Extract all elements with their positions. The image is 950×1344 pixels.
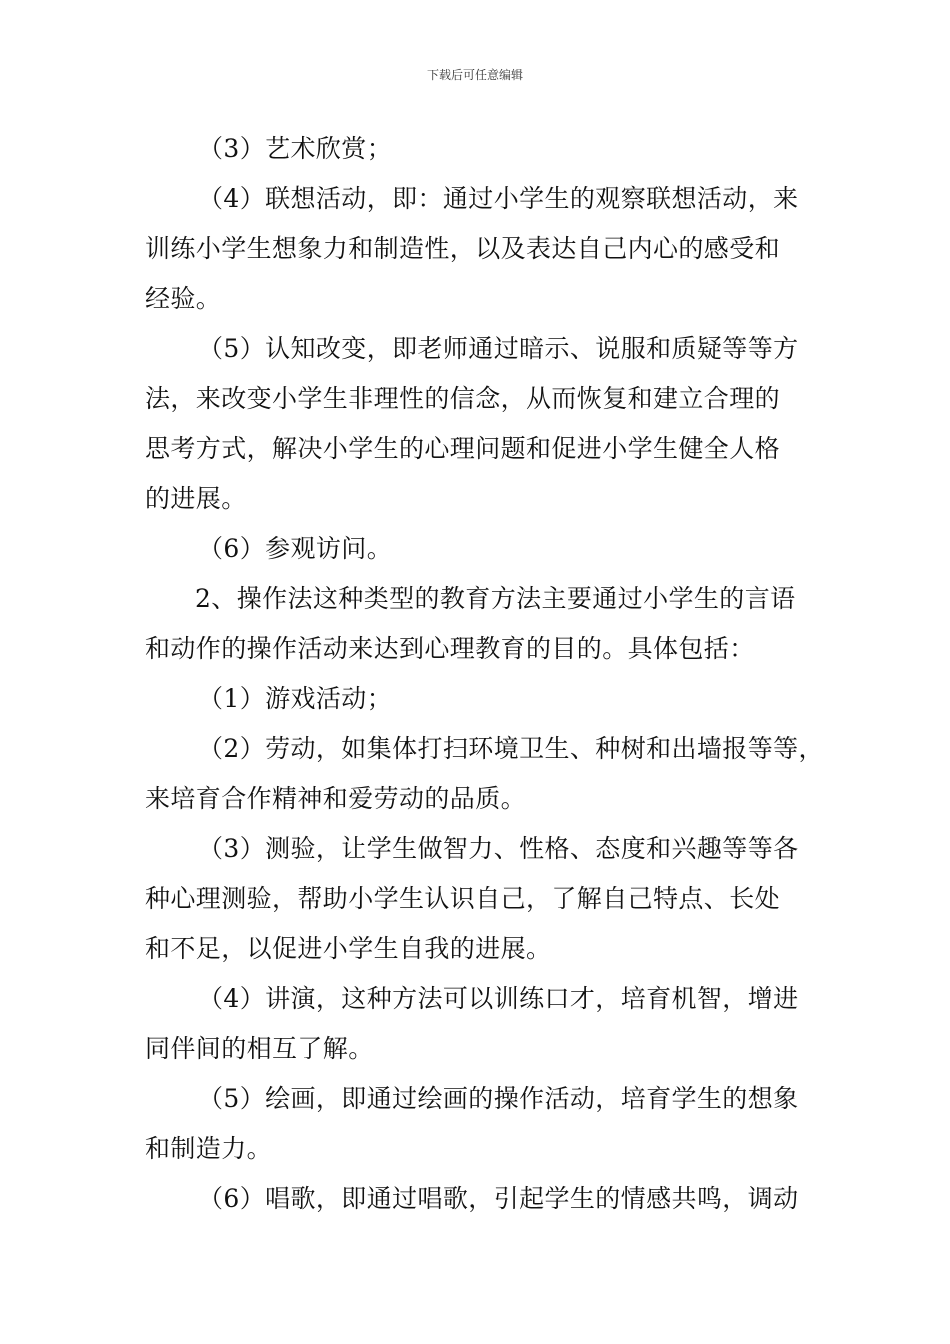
paragraph-line: 训练小学生想象力和制造性，以及表达自己内心的感受和	[145, 234, 781, 263]
paragraph-line: 和动作的操作活动来达到心理教育的目的。具体包括：	[145, 634, 755, 663]
paragraph-line: （5）认知改变，即老师通过暗示、说服和质疑等等方	[198, 334, 799, 363]
paragraph-line: 和制造力。	[145, 1134, 273, 1163]
paragraph-line: （1）游戏活动；	[198, 684, 393, 713]
paragraph-line: 法，来改变小学生非理性的信念，从而恢复和建立合理的	[145, 384, 781, 413]
paragraph-line: 的进展。	[145, 484, 247, 513]
paragraph-line: 经验。	[145, 284, 222, 313]
paragraph-line: 和不足，以促进小学生自我的进展。	[145, 934, 552, 963]
paragraph-line: 2、操作法这种类型的教育方法主要通过小学生的言语	[195, 584, 796, 613]
paragraph-line: （6）参观访问。	[198, 534, 393, 563]
paragraph-line: 思考方式，解决小学生的心理问题和促进小学生健全人格	[145, 434, 781, 463]
paragraph-line: （4）讲演，这种方法可以训练口才，培育机智，增进	[198, 984, 799, 1013]
paragraph-line: 同伴间的相互了解。	[145, 1034, 374, 1063]
paragraph-line: （2）劳动，如集体打扫环境卫生、种树和出墙报等等，	[198, 734, 824, 763]
paragraph-line: （4）联想活动，即：通过小学生的观察联想活动，来	[198, 184, 799, 213]
paragraph-line: （6）唱歌，即通过唱歌，引起学生的情感共鸣，调动	[198, 1184, 799, 1213]
page-header: 下载后可任意编辑	[426, 68, 523, 82]
paragraph-line: （3）艺术欣赏；	[198, 134, 393, 163]
paragraph-line: （3）测验，让学生做智力、性格、态度和兴趣等等各	[198, 834, 799, 863]
paragraph-line: （5）绘画，即通过绘画的操作活动，培育学生的想象	[198, 1084, 799, 1113]
paragraph-line: 种心理测验，帮助小学生认识自己，了解自己特点、长处	[145, 884, 781, 913]
paragraph-line: 来培育合作精神和爱劳动的品质。	[145, 784, 527, 813]
